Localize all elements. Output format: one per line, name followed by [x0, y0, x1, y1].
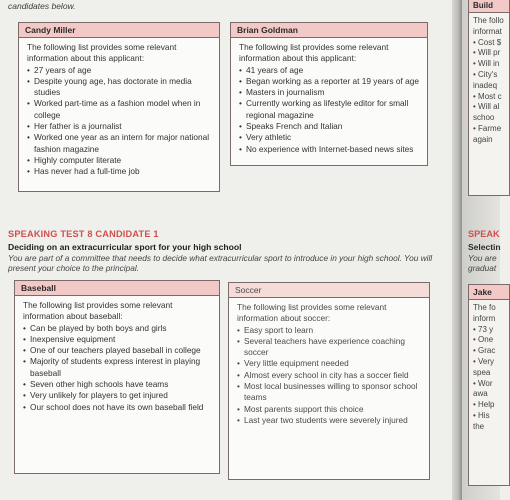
list-item: • Worked one year as an intern for major national fashion magazine — [27, 132, 213, 155]
card-line: • City's — [473, 69, 498, 79]
list-item: • Most parents support this choice — [237, 404, 423, 415]
card-line: • Grac — [473, 346, 496, 356]
card-list — [237, 325, 423, 427]
list-item: • Her father is a journalist — [27, 121, 213, 132]
desc-line: You are — [468, 253, 497, 263]
card-line: The fo — [473, 303, 496, 312]
list-item: • Despite young age, has doctorate in media studies — [27, 76, 213, 99]
list-item: • Can be played by both boys and girls — [23, 323, 213, 334]
right-page-card — [468, 0, 510, 196]
right-page-task-title: Selectin — [468, 242, 501, 252]
right-page-section-title: SPEAK — [468, 229, 500, 239]
card-line: schoo — [473, 113, 495, 123]
card-lead: The following list provides some relevant information about this applicant: — [27, 42, 177, 64]
card-list — [23, 323, 213, 413]
card-line: inadeq — [473, 80, 498, 90]
card-line: • Will in — [473, 59, 500, 69]
list-item: • Currently working as lifestyle editor for small regional magazine — [239, 98, 421, 121]
list-item: • Very athletic — [239, 132, 421, 143]
list-item: • Almost every school in city has a soccer field — [237, 370, 423, 381]
card-header: Baseball — [15, 281, 219, 296]
list-item: • Majority of students express interest in playing baseball — [23, 356, 213, 379]
card-line: • Very — [473, 356, 495, 366]
card-lead: The following list provides some relevant information about soccer: — [237, 302, 387, 324]
candidate-card-brian-goldman — [230, 22, 428, 166]
list-item: • Most local businesses willing to sponsor school teams — [237, 381, 423, 404]
card-header: Build — [469, 0, 509, 13]
card-line: • 73 y — [473, 324, 494, 334]
card-list — [27, 65, 213, 178]
desc-line: graduat — [468, 263, 497, 274]
list-item: • Began working as a reporter at 19 years of age — [239, 76, 421, 87]
card-header: Soccer — [229, 283, 429, 298]
sport-card-soccer — [228, 282, 430, 480]
card-header: Brian Goldman — [231, 23, 427, 38]
sport-card-baseball — [14, 280, 220, 474]
right-page-task-description — [468, 253, 497, 274]
card-list — [239, 65, 421, 155]
task-title: Deciding on an extracurricular sport for your high school — [8, 242, 242, 252]
list-item: • 41 years of age — [239, 65, 421, 76]
card-line: • Cost $ — [473, 37, 502, 47]
card-line: • Farme — [473, 123, 502, 133]
card-lead: The following list provides some relevant information about baseball: — [23, 300, 173, 322]
card-line: • Will pr — [473, 48, 501, 58]
list-item: • Very unlikely for players to get injured — [23, 390, 213, 401]
card-line: • Help — [473, 400, 495, 410]
card-header: Jake — [469, 285, 509, 300]
card-line: • His — [473, 410, 490, 420]
card-line: inform — [473, 313, 496, 323]
card-line: again — [473, 134, 493, 144]
list-item: • No experience with Internet-based news sites — [239, 144, 421, 155]
card-line: The follo — [473, 16, 504, 25]
list-item: • One of our teachers played baseball in college — [23, 345, 213, 356]
card-line: • Wor — [473, 378, 493, 388]
list-item: • Highly computer literate — [27, 155, 213, 166]
list-item: • Has never had a full-time job — [27, 166, 213, 177]
section-title: SPEAKING TEST 8 CANDIDATE 1 — [8, 229, 159, 239]
card-header: Candy Miller — [19, 23, 219, 38]
candidate-card-candy-miller — [18, 22, 220, 192]
list-item: • Worked part-time as a fashion model when in college — [27, 98, 213, 121]
list-item: • Very little equipment needed — [237, 358, 423, 369]
list-item: • Inexpensive equipment — [23, 334, 213, 345]
list-item: • Several teachers have experience coaching soccer — [237, 336, 423, 359]
list-item: • Our school does not have its own baseball field — [23, 402, 213, 413]
card-line: • One — [473, 335, 494, 345]
card-line: awa — [473, 389, 488, 399]
book-spine — [452, 0, 462, 500]
list-item: • Seven other high schools have teams — [23, 379, 213, 390]
card-line: • Most c — [473, 91, 502, 101]
card-line: the — [473, 421, 485, 431]
list-item: • Easy sport to learn — [237, 325, 423, 336]
list-item: • Last year two students were severely injured — [237, 415, 423, 426]
list-item: • Masters in journalism — [239, 87, 421, 98]
list-item: • 27 years of age — [27, 65, 213, 76]
list-item: • Speaks French and Italian — [239, 121, 421, 132]
card-lead: The following list provides some relevant information about this applicant: — [239, 42, 389, 64]
card-line: • Will al — [473, 102, 500, 112]
intro-text: candidates below. — [8, 1, 76, 11]
task-description: You are part of a committee that needs to decide what extracurricular sport to introduce in your high school. You will present your choice to the principal. — [8, 253, 433, 274]
card-line: informat — [473, 26, 502, 36]
card-line: spea — [473, 367, 491, 377]
right-page-card-2 — [468, 284, 510, 486]
